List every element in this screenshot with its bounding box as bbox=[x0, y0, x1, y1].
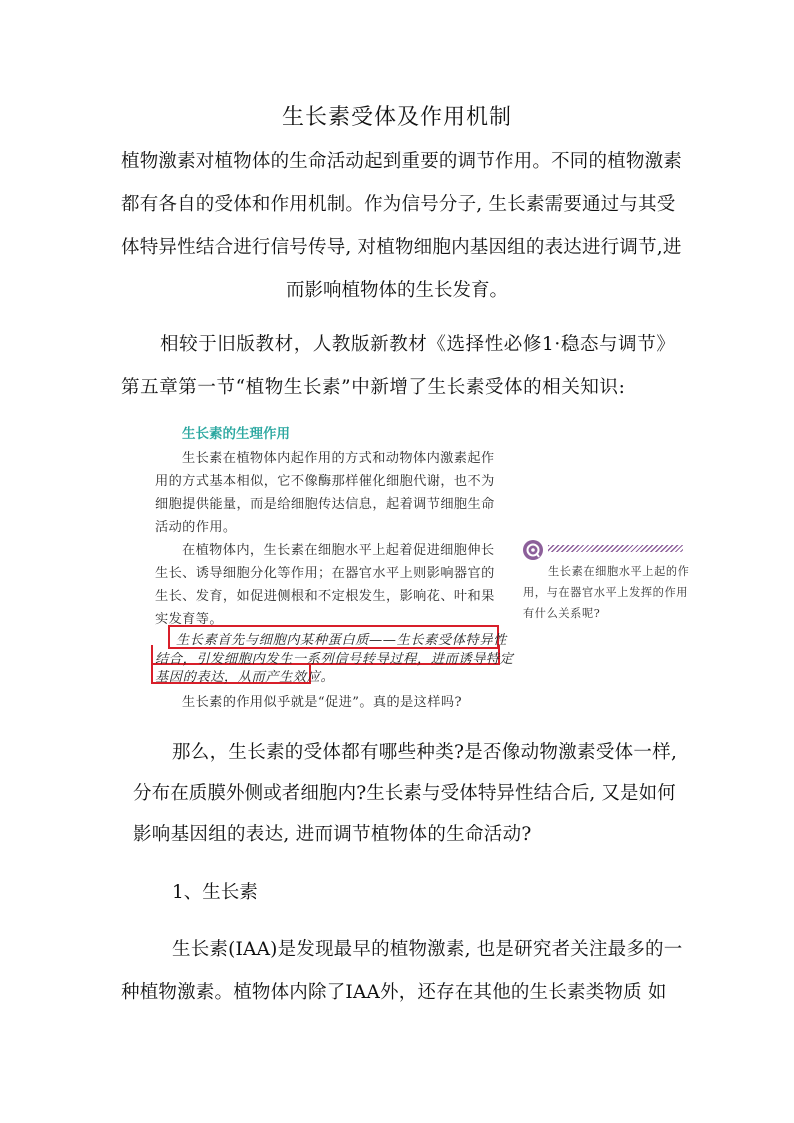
excerpt-line: 在植物体内，生长素在细胞水平上起着促进细胞伸长 bbox=[182, 543, 495, 558]
body-line: 第五章第一节“植物生长素”中新增了生长素受体的相关知识: bbox=[121, 377, 626, 398]
side-note-line: 用，与在器官水平上发挥的作用 bbox=[523, 586, 689, 599]
excerpt-heading: 生长素的生理作用 bbox=[182, 426, 290, 442]
body-line: 种植物激素。植物体内除了IAA外，还存在其他的生长素类物质 如 bbox=[121, 982, 667, 1003]
side-note-line: 有什么关系呢? bbox=[523, 607, 601, 620]
question-bubble-icon bbox=[523, 540, 543, 560]
excerpt-line: 生长素的作用似乎就是“促进”。真的是这样吗? bbox=[182, 695, 462, 710]
excerpt-line: 用的方式基本相似，它不像酶那样催化细胞代谢，也不为 bbox=[155, 474, 495, 489]
excerpt-line: 实发育等。 bbox=[155, 612, 223, 627]
intro-line: 植物激素对植物体的生命活动起到重要的调节作用。不同的植物激素 bbox=[121, 151, 683, 172]
excerpt-line: 活动的作用。 bbox=[155, 520, 237, 535]
excerpt-line: 生长、诱导细胞分化等作用；在器官水平上则影响器官的 bbox=[155, 566, 495, 581]
body-line: 影响基因组的表达, 进而调节植物体的生命活动? bbox=[133, 824, 532, 845]
side-note-rule bbox=[548, 545, 683, 552]
excerpt-line: 细胞提供能量，而是给细胞传达信息，起着调节细胞生命 bbox=[155, 497, 495, 512]
intro-line: 而影响植物体的生长发育。 bbox=[285, 280, 508, 301]
page-title: 生长素受体及作用机制 bbox=[281, 105, 512, 130]
highlight-line: 生长素首先与细胞内某种蛋白质——生长素受体特异性 bbox=[176, 633, 507, 648]
intro-line: 都有各自的受体和作用机制。作为信号分子, 生长素需要通过与其受 bbox=[121, 194, 676, 215]
side-note-line: 生长素在细胞水平上起的作 bbox=[548, 565, 690, 578]
highlight-line: 结合，引发细胞内发生一系列信号转导过程，进而诱导特定 bbox=[155, 652, 514, 667]
section-heading: 1、生长素 bbox=[172, 882, 258, 903]
body-line: 分布在质膜外侧或者细胞内?生长素与受体特异性结合后, 又是如何 bbox=[133, 783, 676, 804]
excerpt-line: 生长、发育，如促进侧根和不定根发生，影响花、叶和果 bbox=[155, 589, 495, 604]
body-line: 那么，生长素的受体都有哪些种类?是否像动物激素受体一样, bbox=[172, 742, 678, 763]
highlight-line: 基因的表达，从而产生效应。 bbox=[155, 670, 335, 685]
body-line: 生长素(IAA)是发现最早的植物激素, 也是研究者关注最多的一 bbox=[172, 939, 683, 960]
intro-line: 体特异性结合进行信号传导, 对植物细胞内基因组的表达进行调节,进 bbox=[121, 237, 682, 258]
body-line: 相较于旧版教材，人教版新教材《选择性必修1·稳态与调节》 bbox=[160, 334, 676, 355]
excerpt-line: 生长素在植物体内起作用的方式和动物体内激素起作 bbox=[182, 451, 495, 466]
